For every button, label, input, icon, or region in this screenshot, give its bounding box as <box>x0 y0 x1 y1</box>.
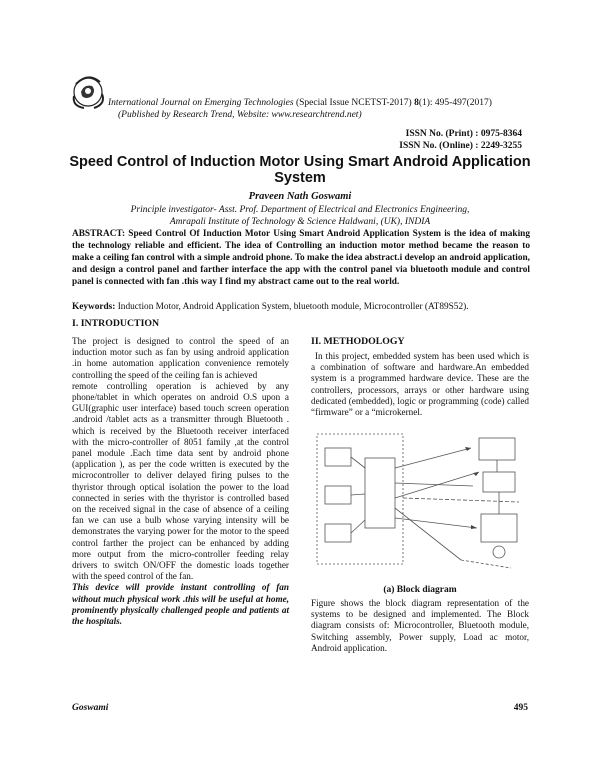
journal-logo <box>66 70 110 114</box>
issn-online: ISSN No. (Online) : 2249-3255 <box>399 141 522 151</box>
page-number: 495 <box>513 703 528 713</box>
journal-volume: 8 <box>414 98 419 108</box>
keywords <box>72 301 530 313</box>
figure-caption: (a) Block diagram <box>383 585 457 595</box>
paper-title: Speed Control of Induction Motor Using Smart Android Application System <box>69 154 531 186</box>
methodology-paragraph-1 <box>311 351 529 418</box>
research-trend-logo-icon <box>66 70 110 114</box>
methodology-paragraph-2 <box>311 598 529 654</box>
journal-citation-line <box>108 98 492 108</box>
section-heading-methodology: II. METHODOLOGY <box>311 336 405 347</box>
abstract: ABSTRACT: Speed Control Of Induction Motor Using Smart Android Application System is the idea of making the technology reliable and efficient. The idea of Controlling an induction motor method became the reason to make a ceiling fan control with a simple android phone. To make the idea abstract.i develop an android application, and design a control panel and farther interface the app with the control panel via bluetooth module and control panel is connected with fan .this way I find my abstract came out to the real world. <box>72 229 530 288</box>
author-affiliation-2: Amrapali Institute of Technology & Science Haldwani, (UK), INDIA <box>169 217 431 227</box>
author-affiliation-1: Principle investigator- Asst. Prof. Department of Electrical and Electronics Engineering, <box>130 205 470 215</box>
issn-print: ISSN No. (Print) : 0975-8364 <box>405 129 522 139</box>
introduction-body <box>72 336 289 627</box>
section-heading-introduction: I. INTRODUCTION <box>72 318 160 329</box>
footer-author: Goswami <box>72 703 109 713</box>
keywords-label: Keywords: <box>72 302 116 312</box>
paper-author: Praveen Nath Goswami <box>248 191 352 202</box>
journal-issue: (Special Issue NCETST-2017) <box>293 98 415 108</box>
keywords-text: Induction Motor, Android Application System, bluetooth module, Microcontroller (AT89S52). <box>115 302 469 312</box>
intro-paragraph-2: remote controlling operation is achieved by any phone/tablet in which operates on android O.S upon a GUI(graphic user interface) based touch screen operation .android /tablet acts as a transmitter through Bluetooth . which is received by the Bluetooth receiver interfaced with the micro-controller of 8051 family ,at the control panel module .Each time data sent by android phone (application ), as per the code written is executed by the microcontroller to deliver delayed firing pulses to the thyristor through optical isolation the power to the load connected in series with the thyristor is controlled based on the received signal in the case of absence of a ceiling fan we can use a bulb whose varying intensity will be demonstrates the varying power for the motor to the speed control farther the project can be enhanced by adding more output from the micro-controller feeding relay drivers to switch ON/OFF the domestic loads together with the speed control of the fan. <box>72 380 289 582</box>
journal-name: International Journal on Emerging Technologies <box>108 98 294 108</box>
block-diagram-figure <box>311 428 529 578</box>
block-diagram-icon <box>311 428 529 578</box>
methodology-text-2: Figure shows the block diagram representation of the systems to be designed and implemented. The Block diagram consists of: Microcontroller, Bluetooth module, Switching assembly, Power supply, Load ac motor, Android application. <box>311 598 529 653</box>
methodology-text-1: In this project, embedded system has been used which is a combination of software and hardware.An embedded system is a programmed hardware device. These are the controllers, processors, arrays or other hardware using dedicated (embedded), logic or programming (code) called “firmware” or a “microkernel. <box>311 351 529 418</box>
published-by: (Published by Research Trend, Website: www.researchtrend.net) <box>118 110 362 120</box>
intro-paragraph-1: The project is designed to control the speed of an induction motor such as fan by using android application .in home automation application convenience remotely controlling the speed of the ceiling fan is achieved <box>72 336 289 380</box>
intro-paragraph-3: This device will provide instant controlling of fan without much physical work .this will be useful at home, prominently physically challenged people and patients at the hospitals. <box>72 582 289 627</box>
journal-pages: (1): 495-497(2017) <box>418 98 492 108</box>
